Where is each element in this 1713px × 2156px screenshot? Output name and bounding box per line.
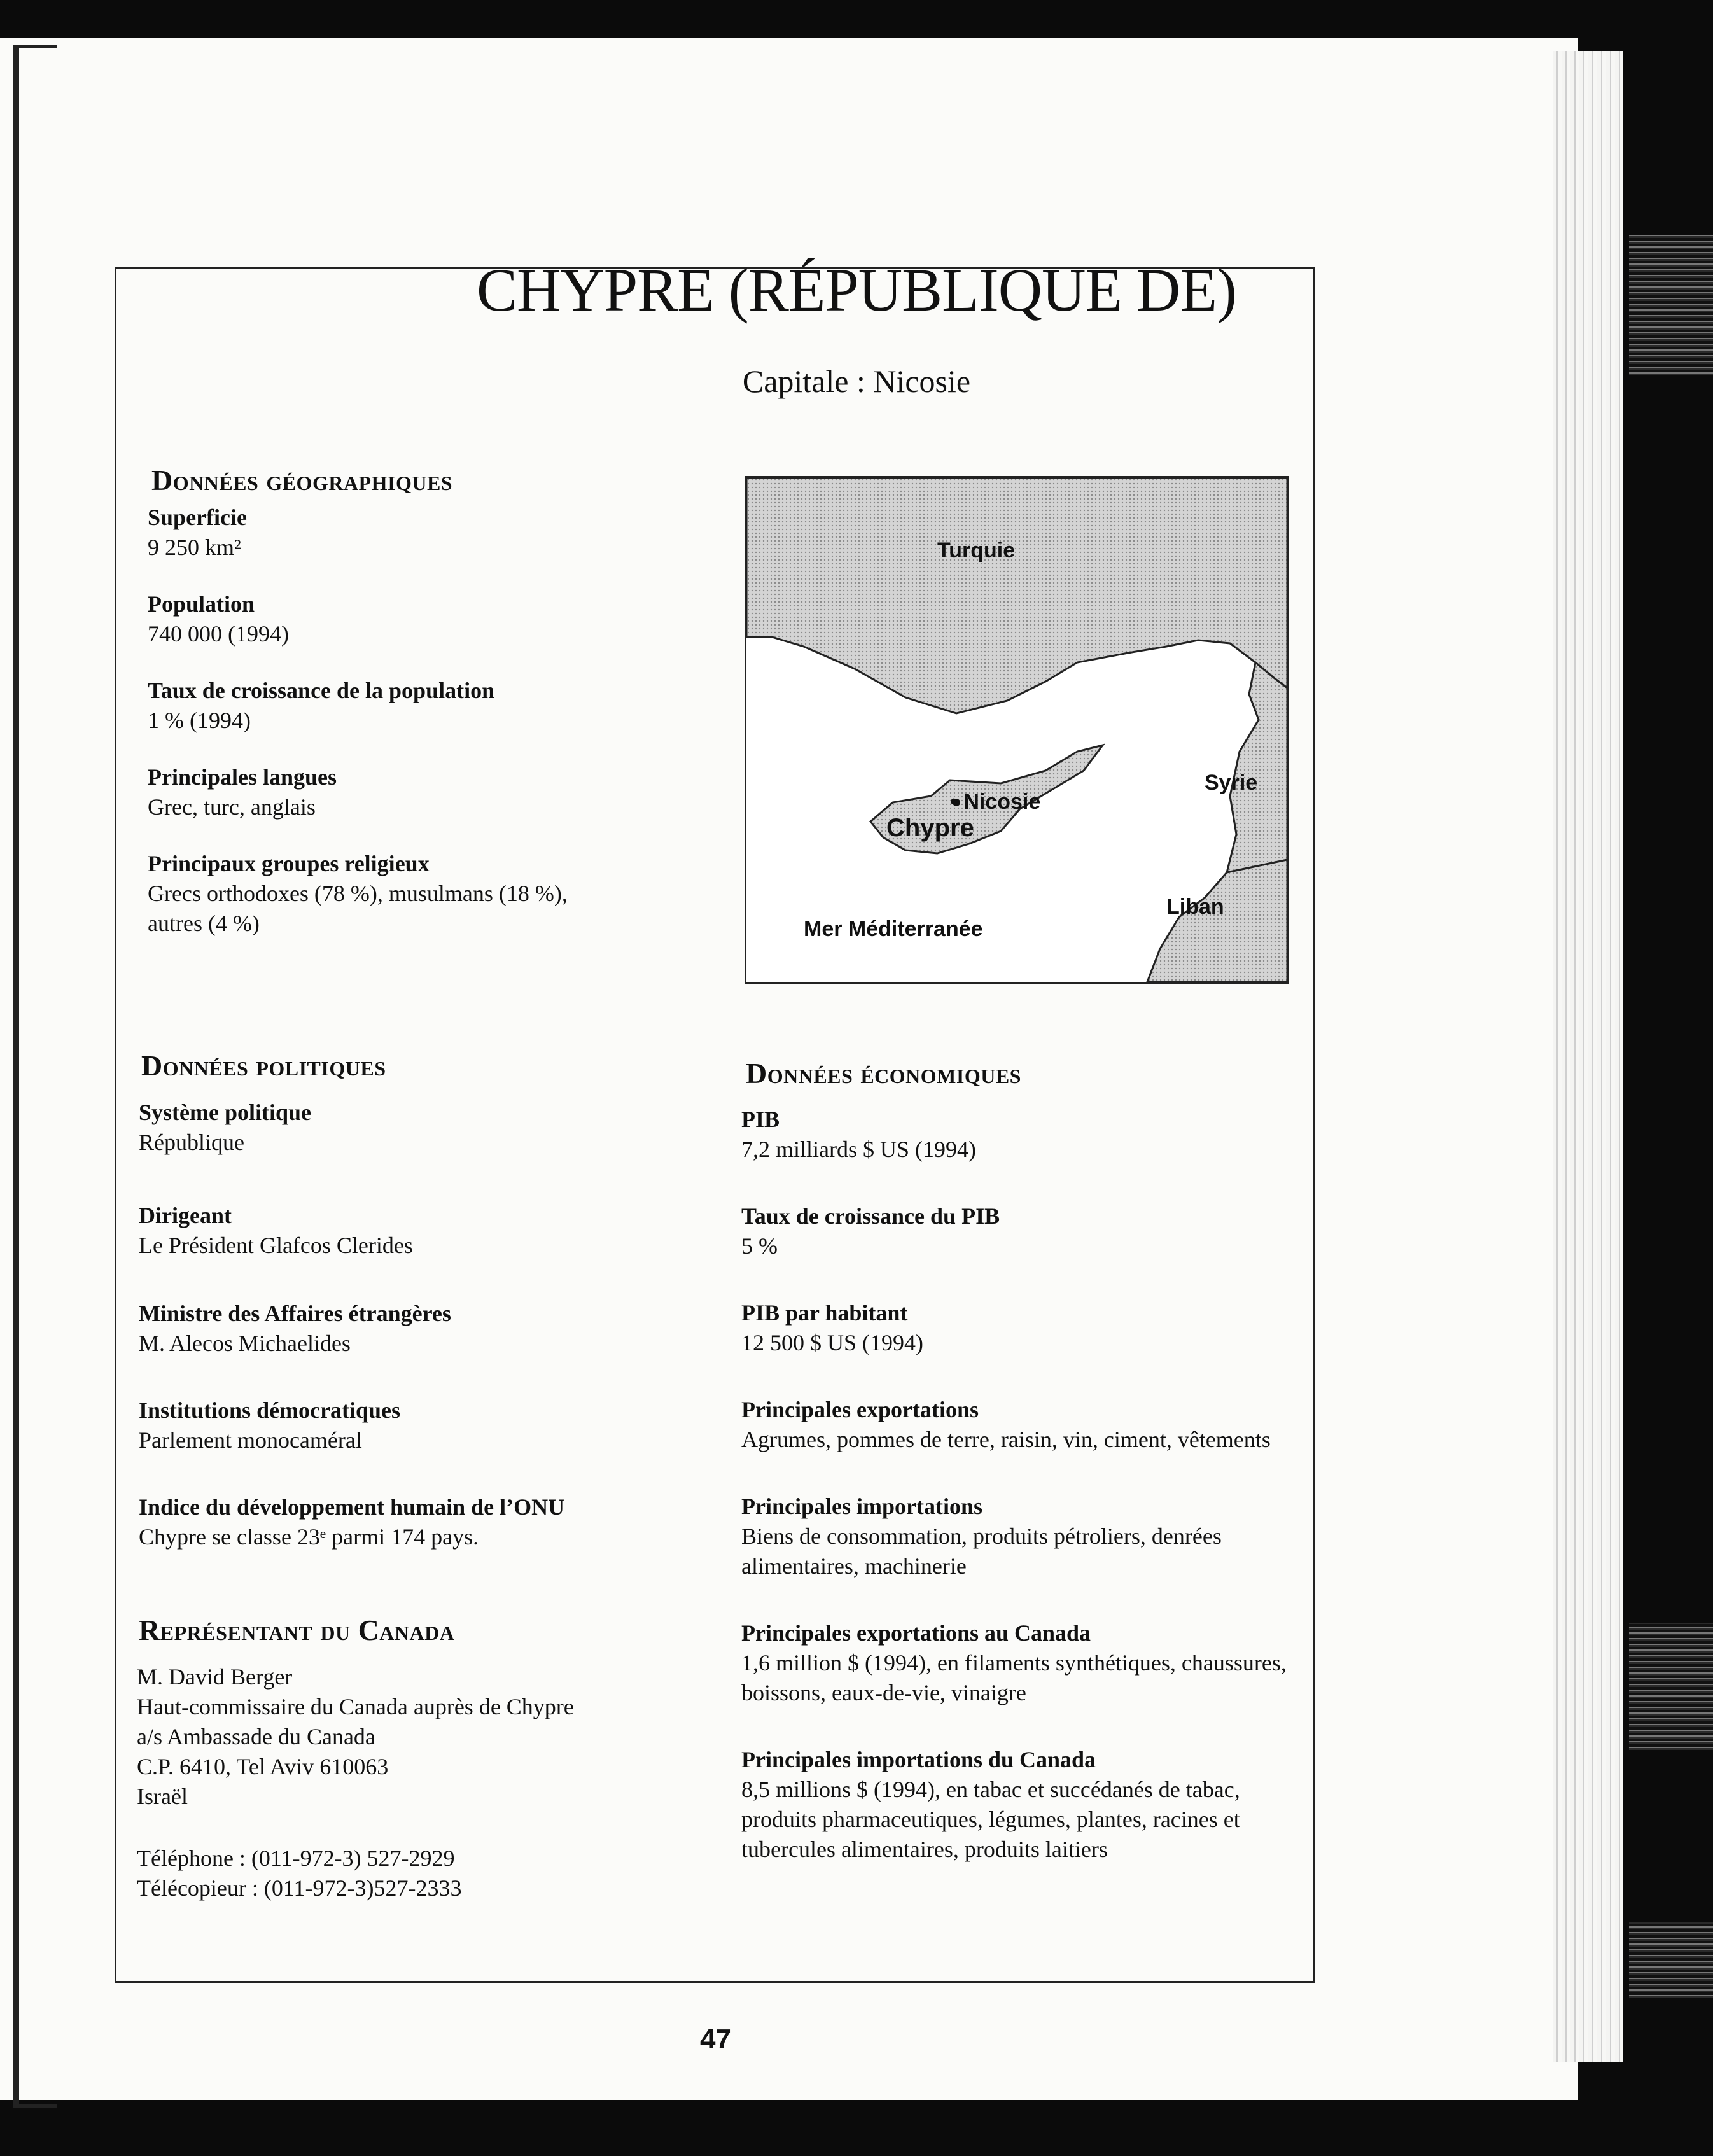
turkey-landmass: [746, 478, 1287, 713]
syria-landmass: [1227, 662, 1287, 872]
geo-item: Principaux groupes religieux Grecs orthodoxes (78 %), musulmans (18 %), autres (4 %): [148, 851, 568, 936]
rep-line: Haut-commissaire du Canada auprès de Chypre: [137, 1694, 574, 1719]
book-spine: [13, 45, 57, 2108]
label-mer: Mer Méditerranée: [804, 917, 983, 941]
label-chypre: Chypre: [886, 814, 974, 842]
label-syrie: Syrie: [1205, 771, 1258, 795]
pol-item: Indice du développement humain de l’ONU Chypre se classe 23ᵉ parmi 174 pays.: [139, 1494, 565, 1550]
rep-line: a/s Ambassade du Canada: [137, 1724, 375, 1749]
rep-line: C.P. 6410, Tel Aviv 610063: [137, 1754, 389, 1779]
pol-item: Système politique République: [139, 1100, 312, 1155]
eco-item: PIB par habitant 12 500 $ US (1994): [741, 1300, 923, 1355]
pol-item: Institutions démocratiques Parlement monocaméral: [139, 1397, 401, 1453]
geo-item: Principales langues Grec, turc, anglais: [148, 764, 337, 820]
label-turquie: Turquie: [937, 538, 1016, 563]
rep-section: [137, 1662, 710, 1903]
lebanon-landmass: [1147, 860, 1287, 982]
eco-item: Principales importations Biens de consommation, produits pétroliers, denrées alimentaires, machinerie: [741, 1494, 1222, 1579]
rep-line: M. David Berger: [137, 1664, 293, 1690]
geo-item: Superficie 9 250 km²: [148, 505, 247, 560]
scan-noise: [1629, 1623, 1713, 1750]
eco-item: Principales exportations au Canada 1,6 million $ (1994), en filaments synthétiques, chaussures, boissons, eaux-de-vie, vinaigre: [741, 1620, 1287, 1705]
label-nicosie: • Nicosie: [950, 790, 1041, 814]
geo-item: Taux de croissance de la population 1 % (1994): [148, 678, 495, 733]
scan-noise: [1629, 1922, 1713, 1998]
eco-heading: Données économiques: [746, 1057, 1021, 1089]
eco-item: Principales importations du Canada 8,5 millions $ (1994), en tabac et succédanés de tabac, produits pharmaceutiques, légumes, plantes, racines et tubercules alimentaires, produits laitiers: [741, 1747, 1240, 1862]
geo-heading: Données géographiques: [151, 464, 453, 496]
rep-fax: Télécopieur : (011-972-3)527-2333: [137, 1875, 462, 1901]
page-number: 47: [700, 2024, 731, 2055]
pol-heading: Données politiques: [141, 1049, 386, 1082]
label-liban: Liban: [1166, 895, 1224, 919]
rep-phone: Téléphone : (011-972-3) 527-2929: [137, 1845, 455, 1871]
eco-item: Taux de croissance du PIB 5 %: [741, 1203, 1000, 1259]
pol-item: Dirigeant Le Président Glafcos Clerides: [139, 1203, 413, 1258]
page-title: CHYPRE (RÉPUBLIQUE DE): [477, 256, 1236, 324]
geo-item: Population 740 000 (1994): [148, 591, 289, 647]
geo-section: [148, 503, 695, 965]
pol-item: Ministre des Affaires étrangères M. Alecos Michaelides: [139, 1301, 451, 1356]
rep-heading: Représentant du Canada: [139, 1614, 455, 1646]
eco-item: PIB 7,2 milliards $ US (1994): [741, 1107, 976, 1162]
eco-item: Principales exportations Agrumes, pommes de terre, raisin, vin, ciment, vêtements: [741, 1397, 1271, 1452]
rep-line: Israël: [137, 1784, 188, 1809]
eco-section: [741, 1105, 1314, 1891]
page-edges: [1553, 51, 1623, 2062]
capital-subtitle: Capitale : Nicosie: [742, 363, 971, 399]
cyprus-map: [745, 476, 1289, 984]
pol-section: [139, 1098, 711, 1579]
